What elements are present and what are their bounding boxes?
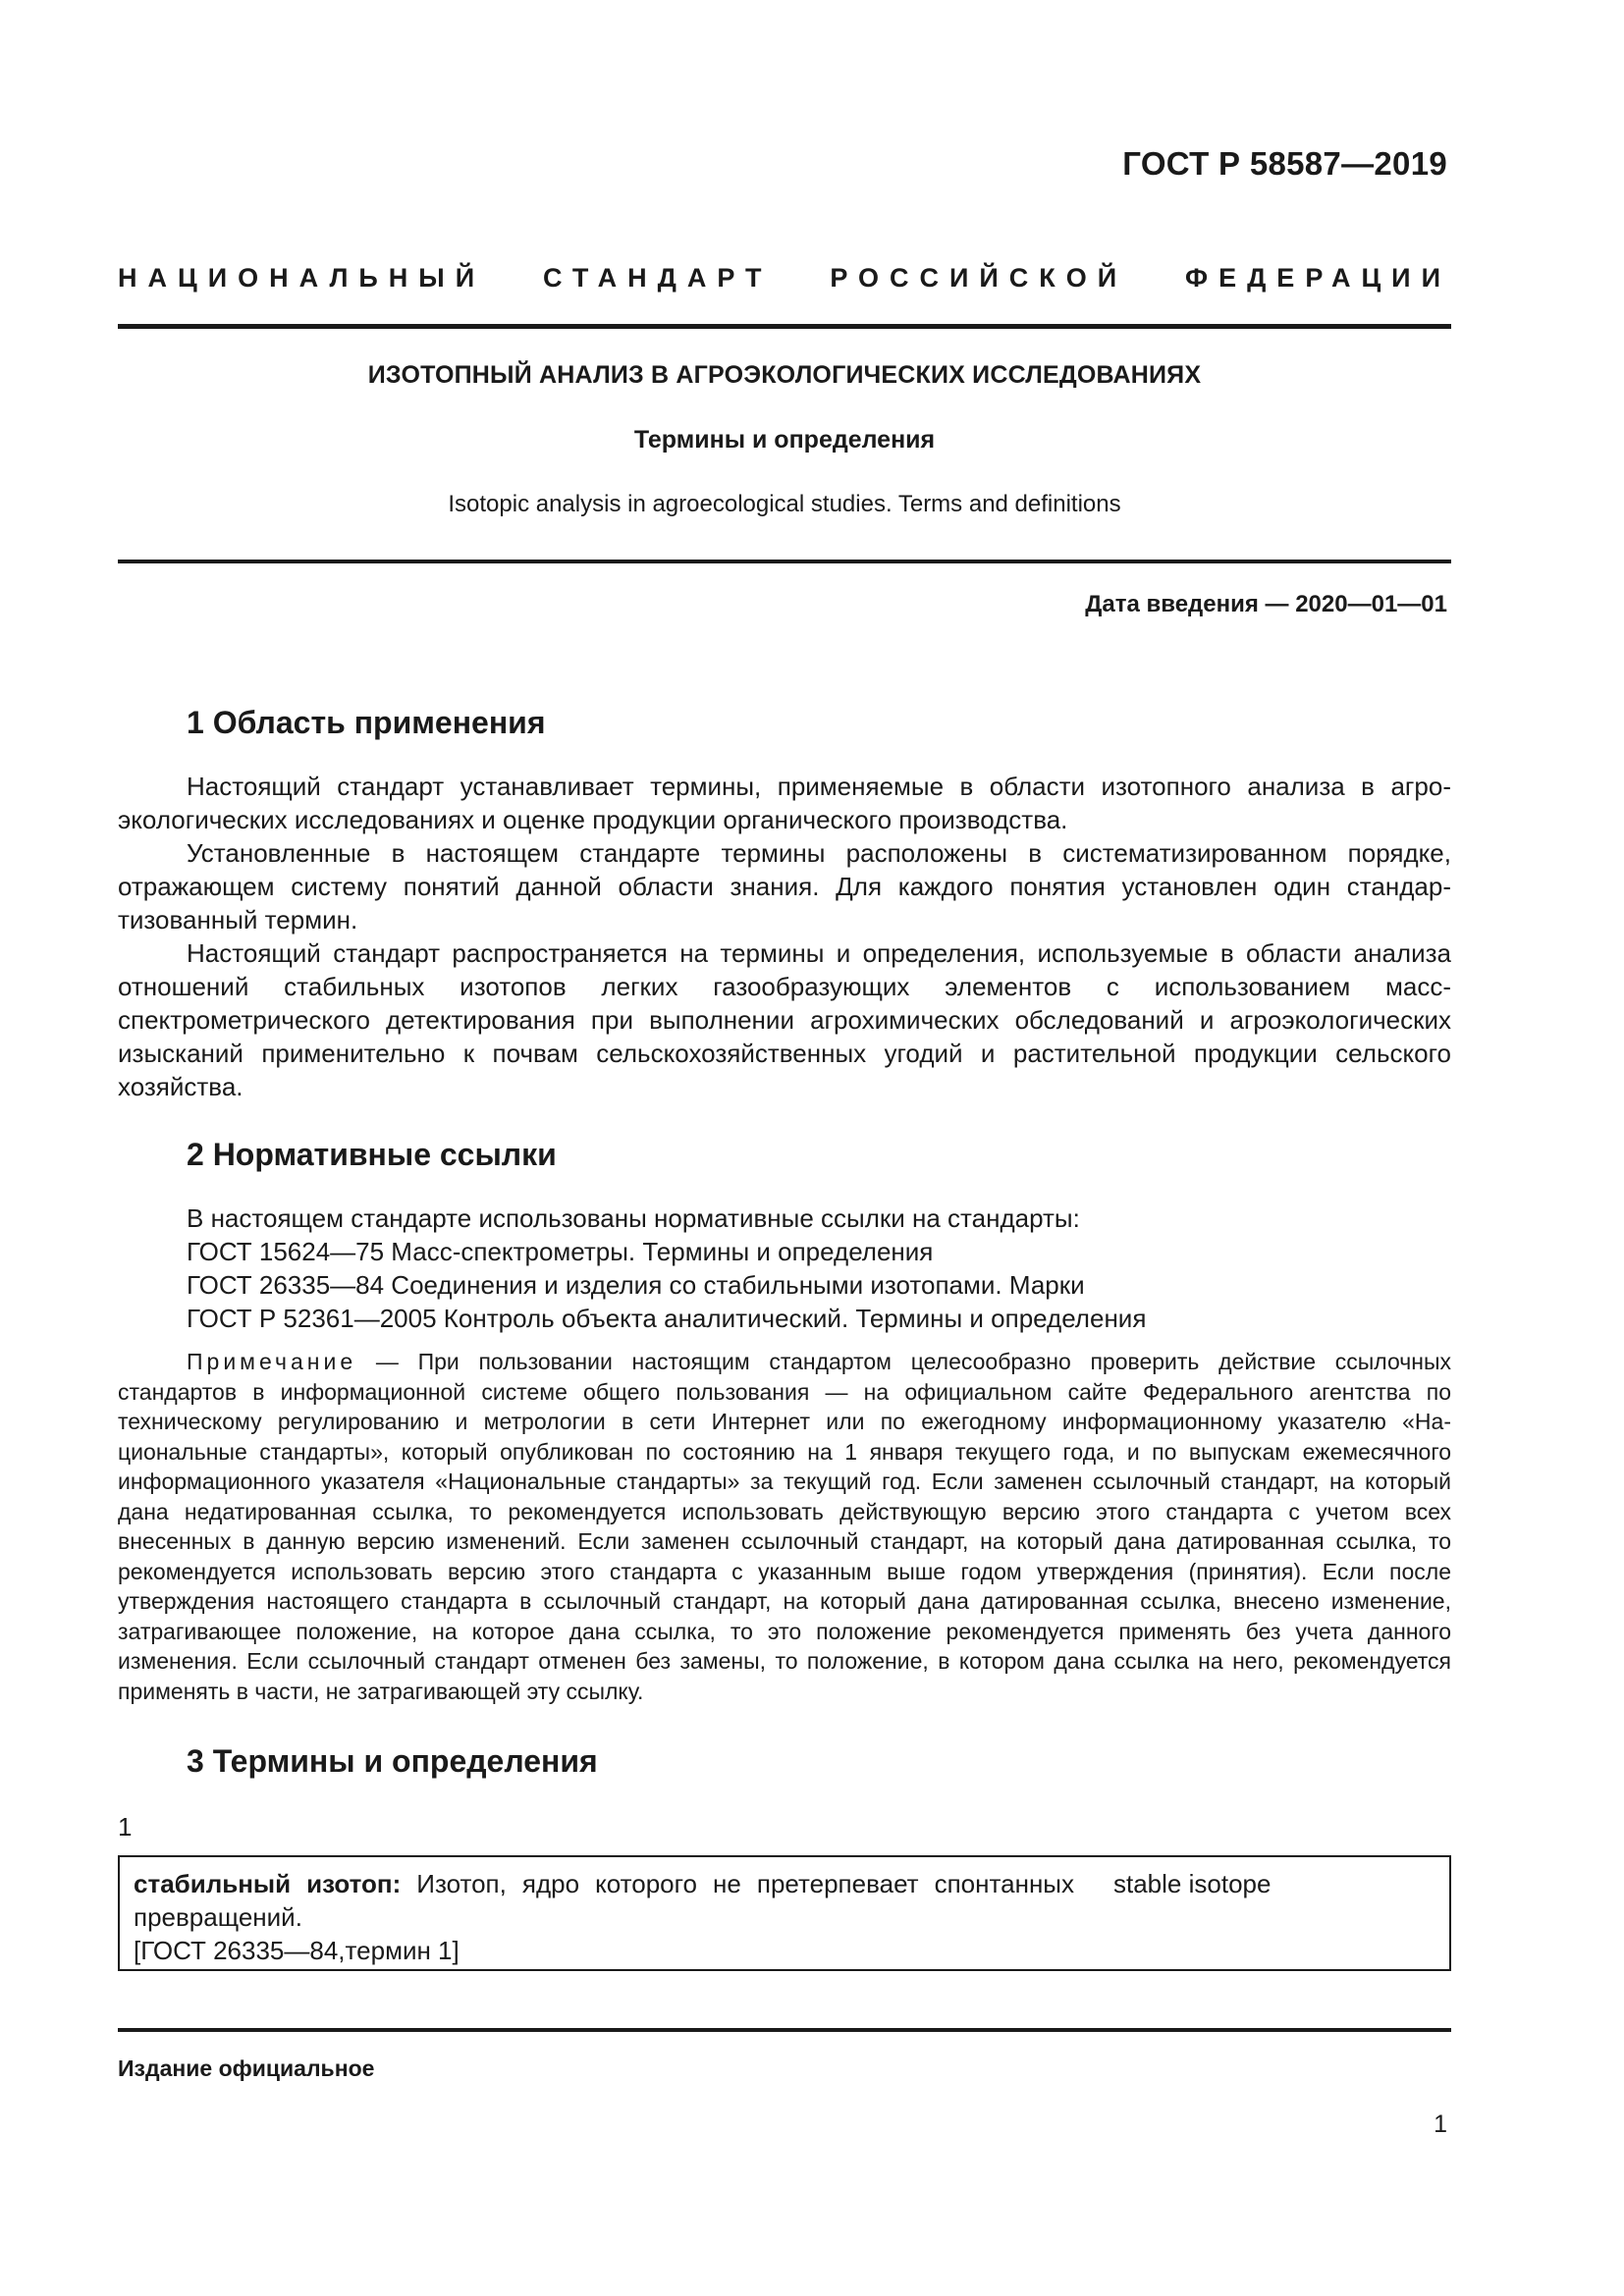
standard-subtitle: Термины и определения bbox=[633, 426, 936, 454]
standard-title: ИЗОТОПНЫЙ АНАЛИЗ В АГРОЭКОЛОГИЧЕСКИХ ИССЛЕДОВАНИЯХ bbox=[367, 361, 1202, 389]
national-standard-title: НАЦИОНАЛЬНЫЙ СТАНДАРТ РОССИЙСКОЙ ФЕДЕРАЦИИ bbox=[118, 263, 1451, 293]
page-number: 1 bbox=[1434, 2110, 1447, 2138]
document-number: ГОСТ Р 58587—2019 bbox=[1122, 145, 1447, 182]
term-source: [ГОСТ 26335—84,термин 1] bbox=[134, 1936, 460, 1965]
section-1-paragraph: Настоящий стандарт распространяется на термины и определения, используемые в области анализа отношений стабильных изотопов легких газообразующих элементов с использованием массспектрометрического детектирования при выполнении агрохимических обследований и агроэкологических изысканий применительно к почвам сельскохозяйственных угодий и растительной продукции сельского хозяйства. bbox=[118, 938, 1451, 1101]
introduction-date: Дата введения — 2020—01—01 bbox=[1085, 591, 1447, 617]
title-divider bbox=[118, 560, 1451, 563]
term-english: stable isotope bbox=[1113, 1869, 1272, 1898]
english-title: Isotopic analysis in agroecological studies. Terms and definitions bbox=[448, 491, 1121, 517]
section-1-heading: 1 Область применения bbox=[187, 705, 546, 740]
reference-item: ГОСТ Р 52361—2005 Контроль объекта аналитический. Термины и определения bbox=[187, 1304, 1147, 1333]
term-name: стабильный изотоп: bbox=[134, 1869, 402, 1898]
header-divider bbox=[118, 324, 1451, 329]
section-1-paragraph: Установленные в настоящем стандарте термины расположены в систематизированном порядке, отражающем систему понятий данной области знания. Для каждого понятия установлен один стандартизованный термин. bbox=[118, 838, 1451, 934]
section-1-paragraph: Настоящий стандарт устанавливает термины, применяемые в области изотопного анализа в агроэкологических исследованиях и оценке продукции органического производства. bbox=[118, 772, 1451, 834]
note-label: Примечание bbox=[187, 1349, 357, 1374]
section-3-heading: 3 Термины и определения bbox=[187, 1743, 598, 1779]
section-2-heading: 2 Нормативные ссылки bbox=[187, 1137, 557, 1172]
footer-divider bbox=[118, 2028, 1451, 2032]
official-edition-label: Издание официальное bbox=[118, 2056, 375, 2081]
term-entry-box bbox=[118, 1855, 1451, 1971]
term-definition: Изотоп, ядро которого не претерпевает спонтанных превращений. bbox=[134, 1869, 1074, 1932]
references-intro: В настоящем стандарте использованы нормативные ссылки на стандарты: bbox=[187, 1203, 1080, 1233]
reference-item: ГОСТ 26335—84 Соединения и изделия со стабильными изотопами. Марки bbox=[187, 1270, 1085, 1300]
term-index: 1 bbox=[118, 1812, 133, 1842]
term-definition-block bbox=[134, 1867, 1074, 1967]
reference-item: ГОСТ 15624—75 Масс-спектрометры. Термины и определения bbox=[187, 1237, 934, 1266]
note-text: — При пользовании настоящим стандартом целесообразно проверить действие ссылочных стандартов в информационной системе общего пользования — на официальном сайте Федерального агентства по техническому регулированию и метрологии в сети Интернет или по ежегодному информационному указателю «Национальные стандарты», который опубликован по состоянию на 1 января текущего года, и по выпускам ежемесячного информационного указателя «Национальные стандарты» за текущий год. Если заменен ссылочный стандарт, на который дана недатированная ссылка, то рекомендуется использовать действующую версию этого стандарта с учетом всех внесенных в данную версию изменений. Если заменен ссылочный стандарт, на который дана датированная ссылка, то рекомендуется использовать версию этого стандарта с указанным выше годом утверждения (принятия). Если после утверждения настоящего стандарта в ссылочный стандарт, на который дана датированная ссылка, внесено изменение, затрагивающее положение, на которое дана ссылка, то это положение рекомендуется применять без учета данного изменения. Если ссылочный стандарт отменен без замены, то положение, в котором дана ссылка на него, рекомендуется применять в части, не затрагивающей эту ссылку. bbox=[118, 1349, 1451, 1704]
note-paragraph bbox=[118, 1347, 1451, 1706]
